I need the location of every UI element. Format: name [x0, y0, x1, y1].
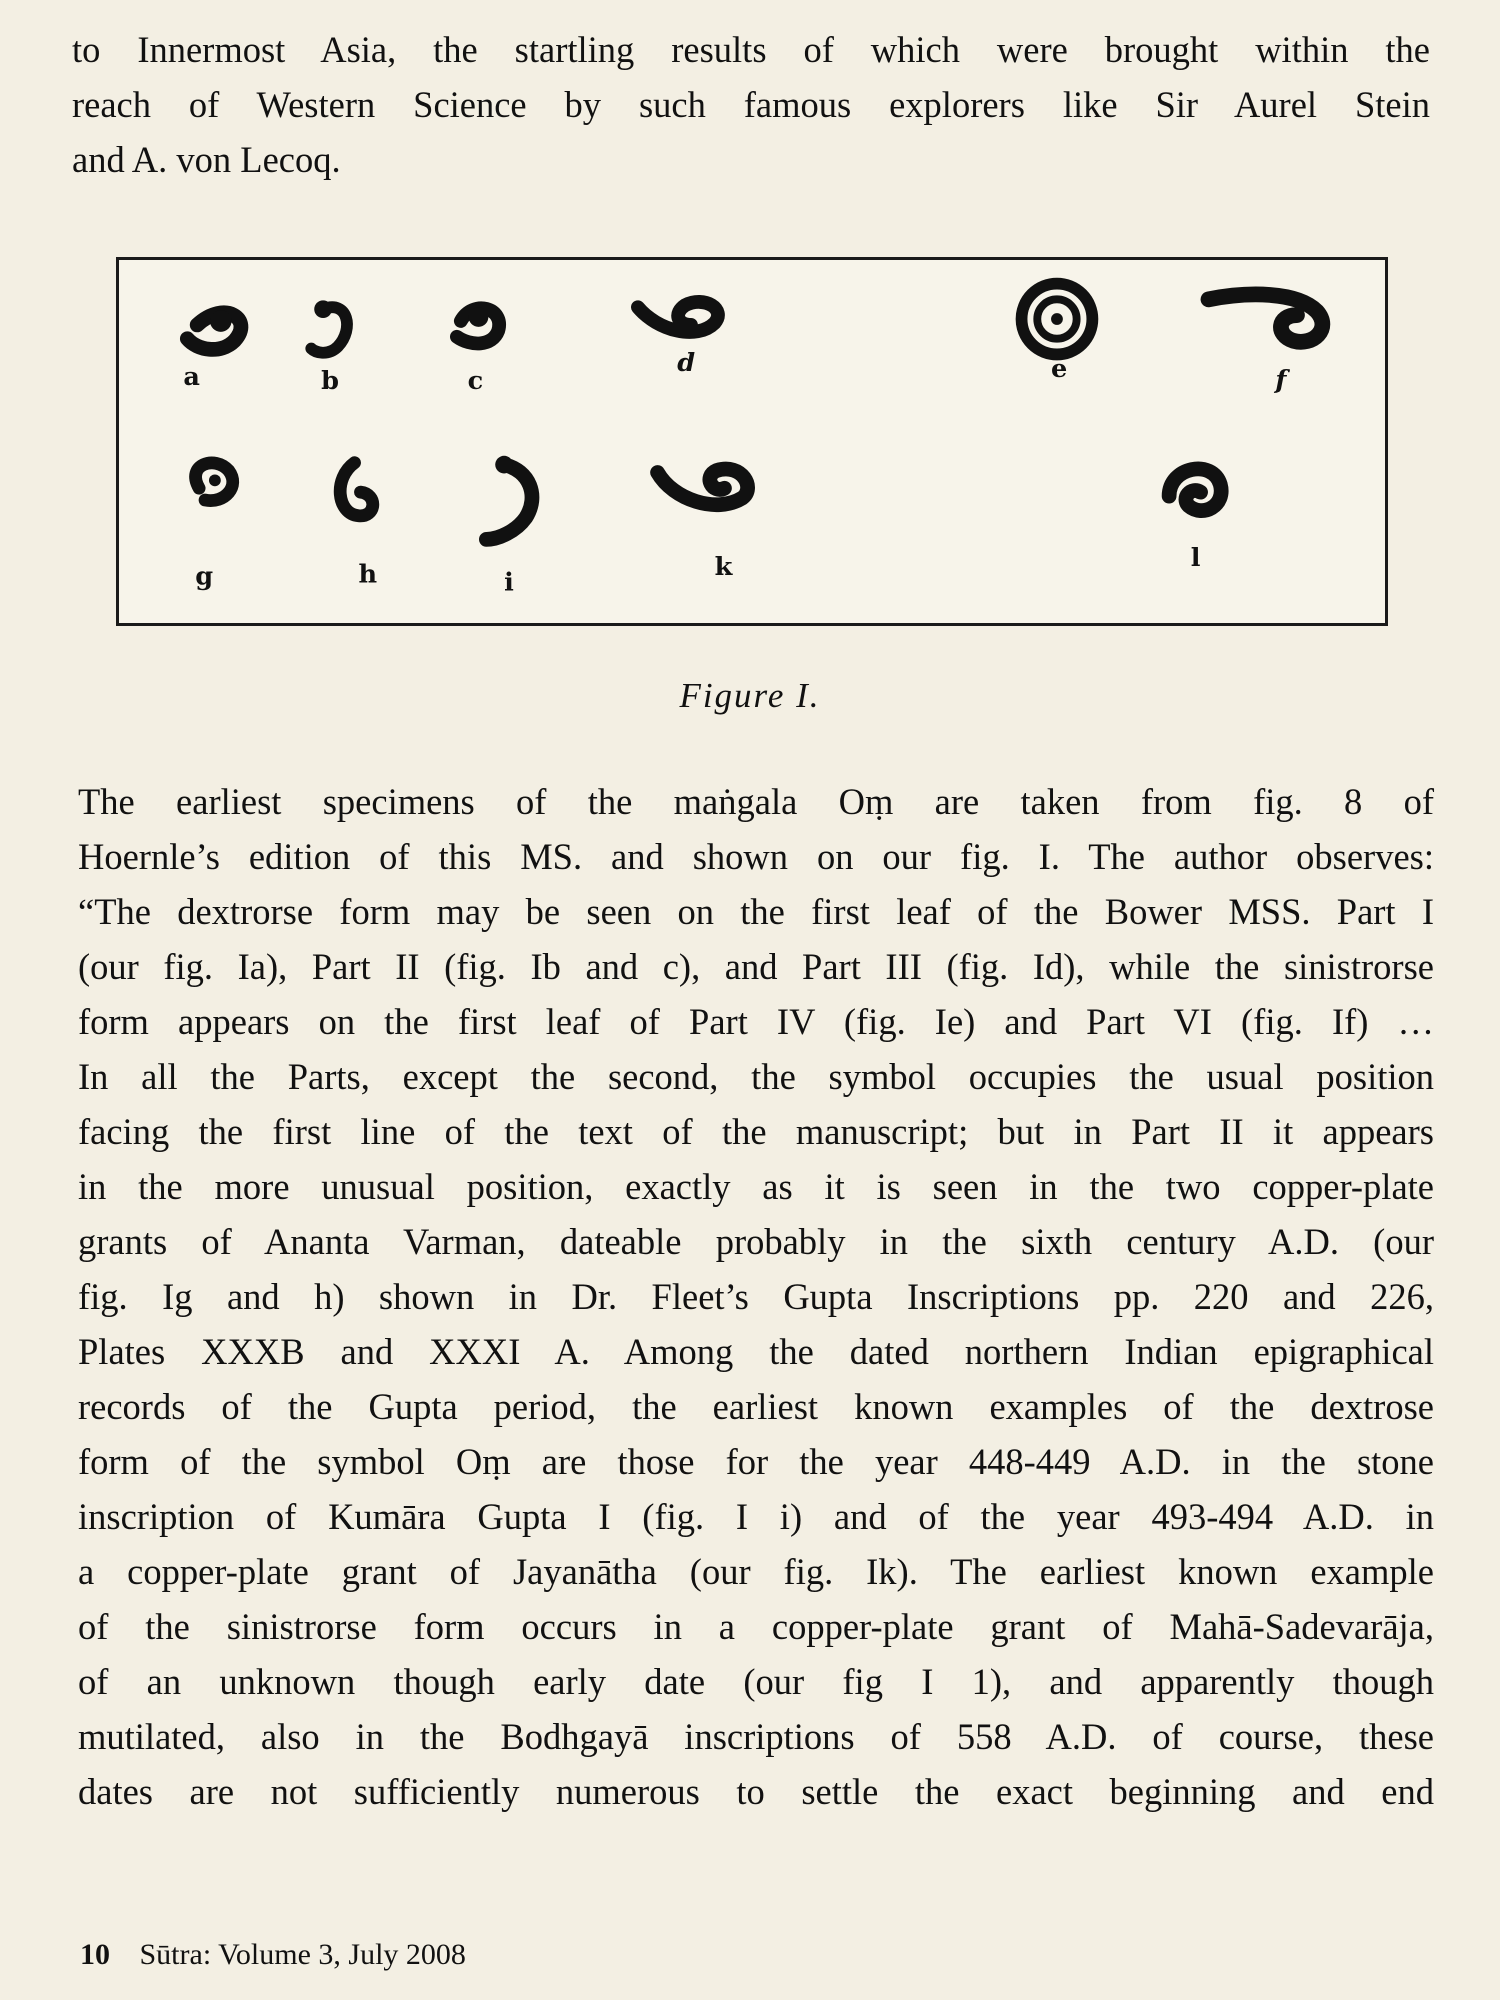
text-line: Hoernle’s edition of this MS. and shown on our fig. I. The author observes: [78, 836, 1434, 877]
om-glyph-g-icon [196, 463, 233, 501]
glyph-label-i: i [504, 567, 514, 598]
text-line: fig. Ig and h) shown in Dr. Fleet’s Gupta Inscriptions pp. 220 and 226, [78, 1276, 1434, 1317]
text-line: In all the Parts, except the second, the symbol occupies the usual position [78, 1056, 1434, 1097]
glyph-label-h: h [358, 559, 378, 590]
glyph-label-l: l [1190, 542, 1201, 573]
om-symbols-figure [119, 260, 1385, 623]
text-line: of the sinistrorse form occurs in a copper-plate grant of Mahā-Sadevarāja, [78, 1606, 1434, 1647]
om-glyph-c-icon [457, 307, 499, 343]
om-glyph-a-icon [187, 310, 241, 349]
text-line: of an unknown though early date (our fig I 1), and apparently though [78, 1661, 1434, 1702]
text-line: dates are not sufficiently numerous to settle the exact beginning and end [78, 1771, 1434, 1812]
om-glyph-l-icon [1169, 469, 1221, 511]
glyph-label-f: f [1275, 364, 1287, 395]
glyph-label-a: a [183, 361, 200, 392]
om-glyph-i-icon [486, 456, 532, 540]
text-line: reach of Western Science by such famous explorers like Sir Aurel Stein [72, 84, 1430, 125]
text-line: (our fig. Ia), Part II (fig. Ib and c), and Part III (fig. Id), while the sinistrorse [78, 946, 1434, 987]
text-line: “The dextrorse form may be seen on the first leaf of the Bower MSS. Part I [78, 891, 1434, 932]
glyph-label-d: d [677, 348, 696, 379]
figure-caption: Figure I. [679, 676, 821, 715]
text-line: facing the first line of the text of the manuscript; but in Part II it appears [78, 1111, 1434, 1152]
text-line: in the more unusual position, exactly as it is seen in the two copper-plate [78, 1166, 1434, 1207]
text-line: The earliest specimens of the maṅgala Oṃ are taken from fig. 8 of [78, 781, 1434, 822]
om-glyph-f-icon [1208, 294, 1322, 341]
om-glyph-h-icon [340, 463, 373, 516]
text-line: inscription of Kumāra Gupta I (fig. I i) and of the year 493-494 A.D. in [78, 1496, 1434, 1537]
om-glyph-k-icon [658, 469, 748, 505]
glyph-label-k: k [714, 551, 733, 582]
page-number: 10 [80, 1938, 110, 1971]
text-line: and A. von Lecoq. [72, 139, 341, 180]
text-line: form of the symbol Oṃ are those for the year 448-449 A.D. in the stone [78, 1441, 1434, 1482]
om-glyph-b-icon [311, 300, 347, 352]
om-glyph-e-icon [1022, 284, 1093, 355]
glyph-label-c: c [467, 365, 484, 396]
text-line: a copper-plate grant of Jayanātha (our fig. Ik). The earliest known example [78, 1551, 1434, 1592]
text-line: to Innermost Asia, the startling results of which were brought within the [72, 29, 1430, 70]
text-line: grants of Ananta Varman, dateable probably in the sixth century A.D. (our [78, 1221, 1434, 1262]
glyph-label-b: b [321, 365, 339, 396]
text-line: records of the Gupta period, the earliest known examples of the dextrose [78, 1386, 1434, 1427]
glyph-label-e: e [1051, 354, 1068, 385]
text-line: form appears on the first leaf of Part IV (fig. Ie) and Part VI (fig. If) … [78, 1001, 1434, 1042]
page-footer [80, 1938, 466, 1972]
journal-citation: Sūtra: Volume 3, July 2008 [139, 1938, 466, 1971]
text-line: Plates XXXB and XXXI A. Among the dated northern Indian epigraphical [78, 1331, 1434, 1372]
main-paragraph [78, 774, 1434, 1819]
top-paragraph [72, 22, 1430, 187]
glyph-label-g: g [195, 561, 214, 592]
text-line: mutilated, also in the Bodhgayā inscriptions of 558 A.D. of course, these [78, 1716, 1434, 1757]
om-glyph-d-icon [638, 302, 718, 332]
figure-box [116, 257, 1388, 626]
